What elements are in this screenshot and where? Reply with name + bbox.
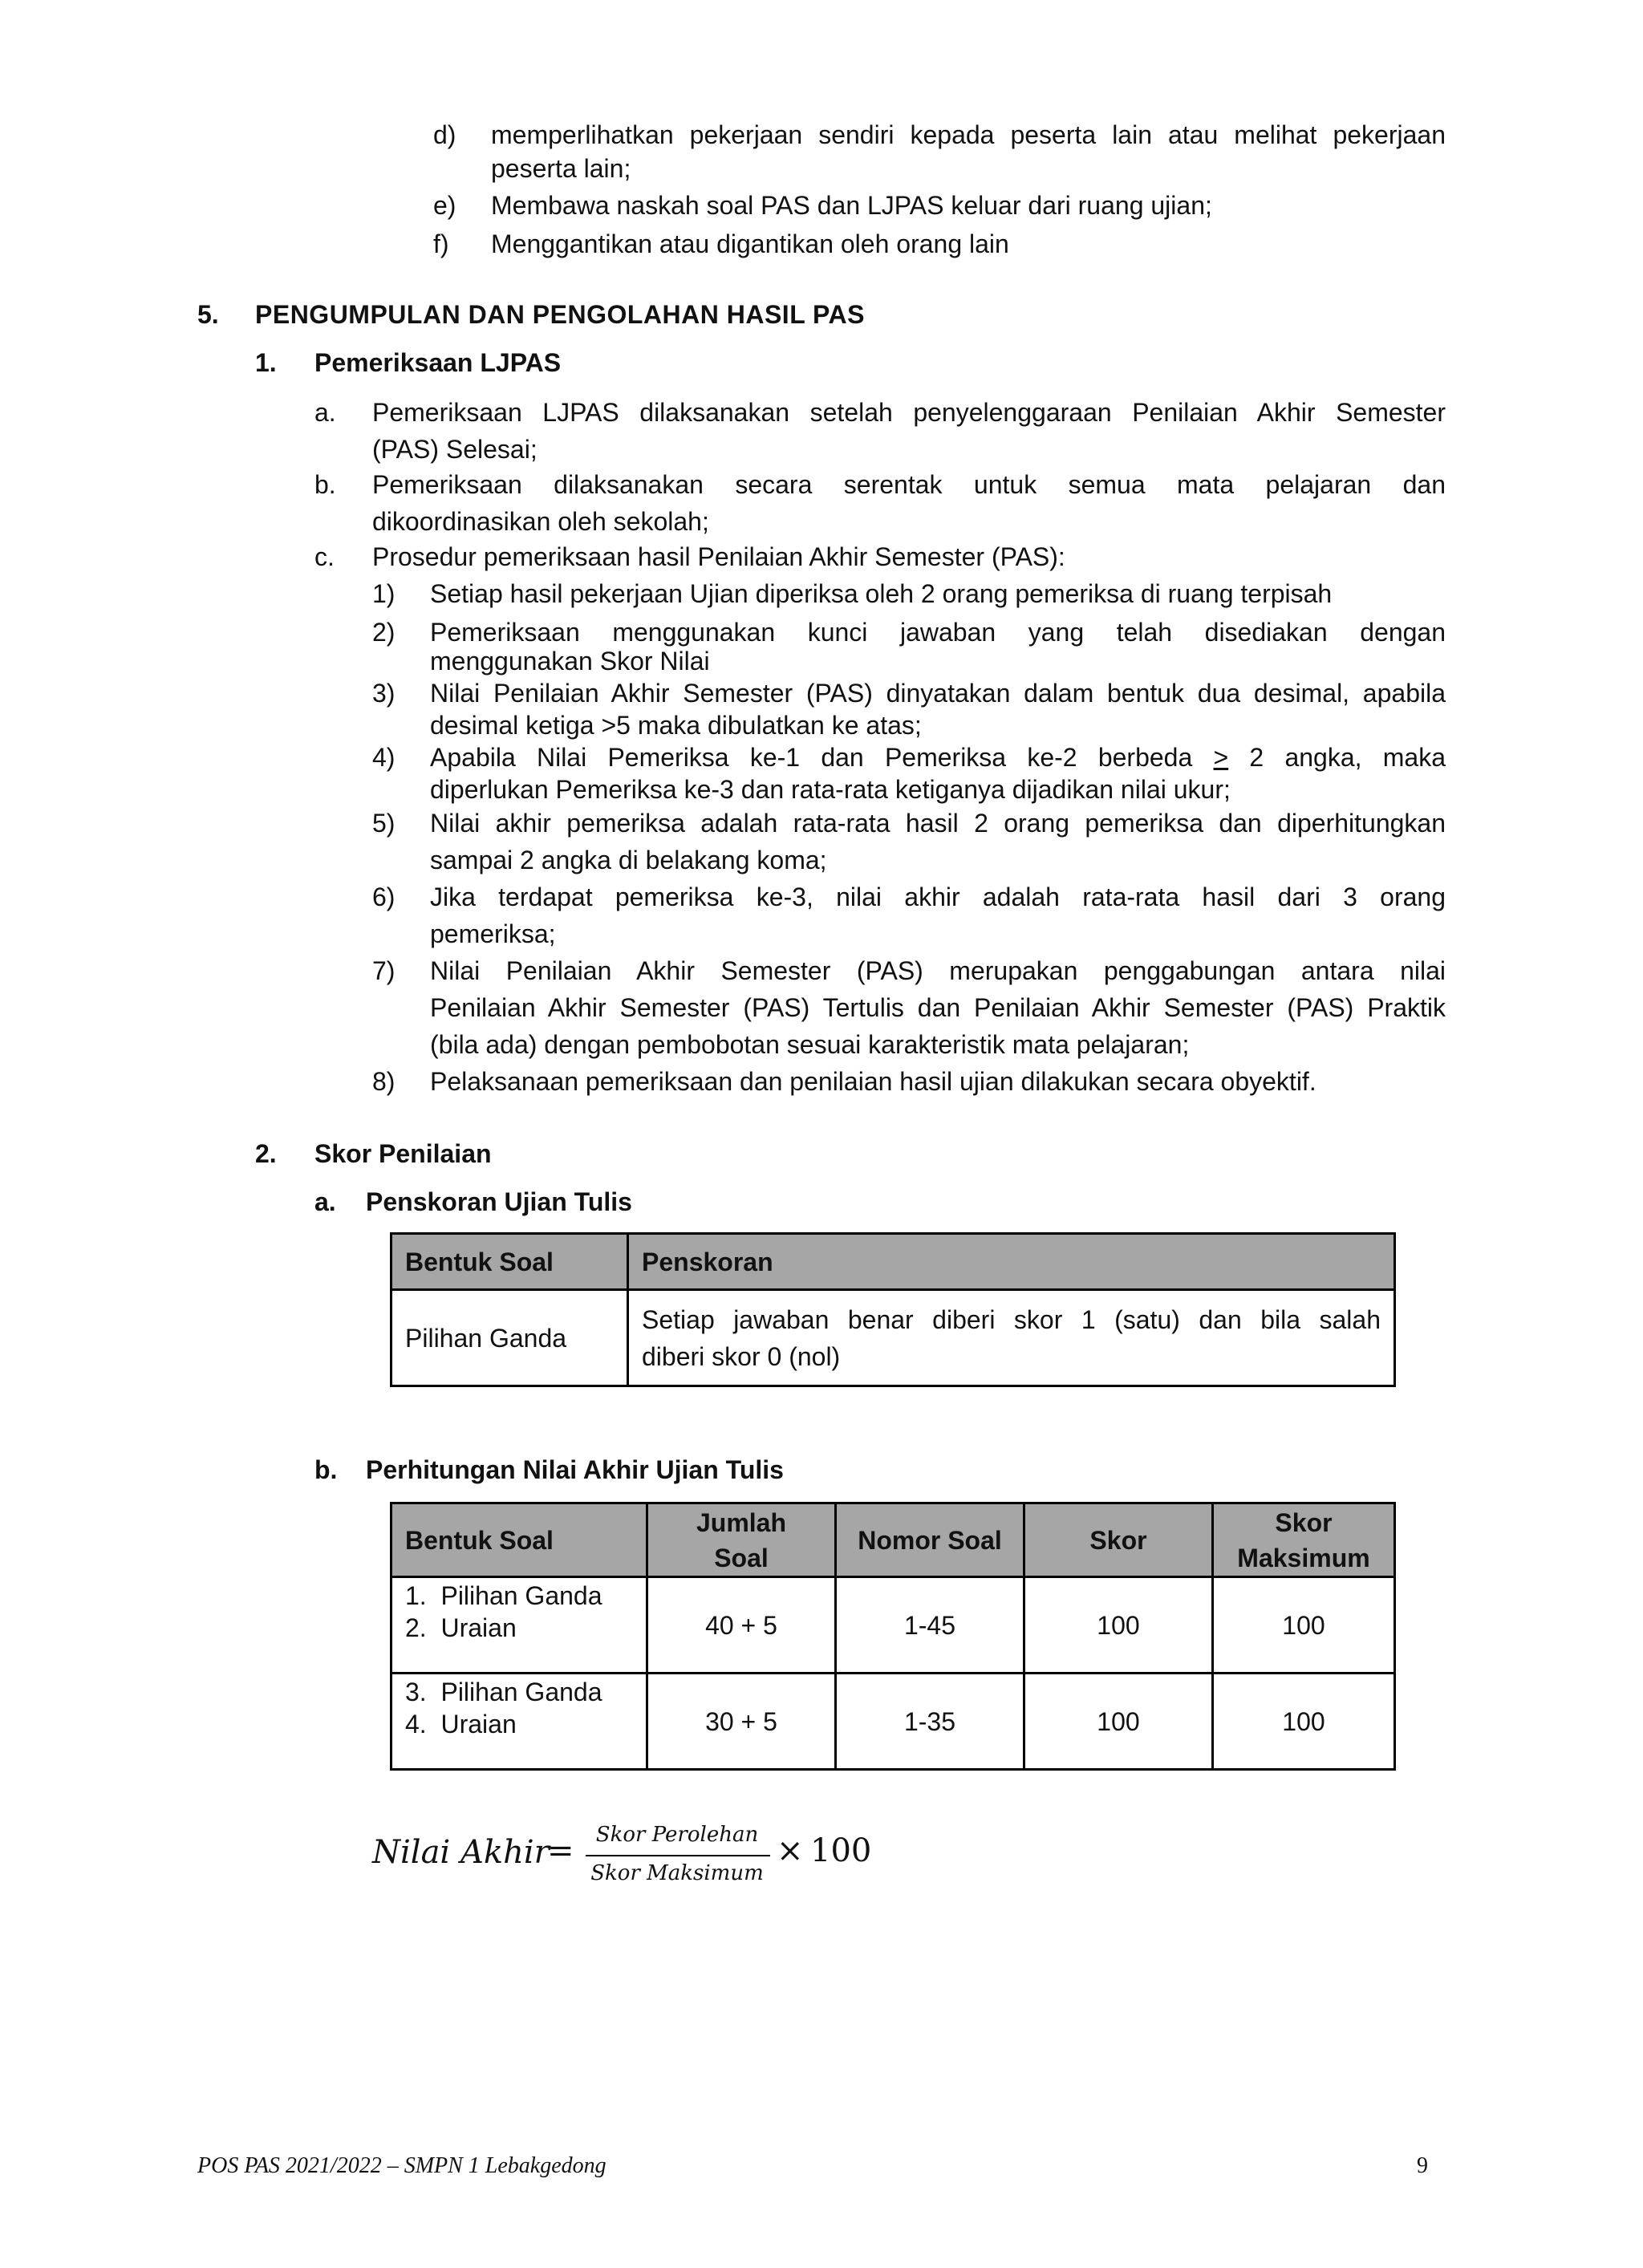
sub-item-title: Perhitungan Nilai Akhir Ujian Tulis — [366, 1455, 784, 1484]
formula-numerator: Skor Perolehan — [595, 1823, 759, 1847]
formula-equals: = — [547, 1832, 574, 1869]
procedure-number: 6) — [372, 882, 396, 911]
table-cell: 30 + 5 — [647, 1674, 836, 1770]
procedure-number: 7) — [372, 956, 396, 985]
table-header: Penskoran — [628, 1234, 1395, 1290]
procedure-text: Nilai Penilaian Akhir Semester (PAS) dinyatakan dalam bentuk dua desimal, apabila — [430, 679, 1446, 708]
table-cell: 100 — [1024, 1674, 1213, 1770]
item-a-line1: Pemeriksaan LJPAS dilaksanakan setelah penyelenggaraan Penilaian Akhir Semester — [372, 398, 1446, 427]
formula-times: × — [777, 1832, 804, 1869]
procedure-number: 8) — [372, 1067, 396, 1096]
item-marker-c: c. — [314, 542, 335, 571]
procedure-number: 1) — [372, 579, 396, 608]
table-header: Skor Maksimum — [1213, 1503, 1395, 1577]
procedure-number: 3) — [372, 679, 396, 708]
procedure-number: 4) — [372, 743, 396, 772]
procedure-text: Setiap hasil pekerjaan Ujian diperiksa oleh 2 orang pemeriksa di ruang terpisah — [430, 579, 1333, 608]
table-cell: 3. Pilihan Ganda 4. Uraian — [391, 1674, 647, 1770]
item-b-line1: Pemeriksaan dilaksanakan secara serentak untuk semua mata pelajaran dan — [372, 470, 1446, 499]
greater-equal-symbol: > — [1213, 743, 1229, 772]
procedure-text-cont: menggunakan Skor Nilai — [430, 647, 710, 676]
procedure-text-cont: Penilaian Akhir Semester (PAS) Tertulis dan Penilaian Akhir Semester (PAS) Praktik — [430, 993, 1446, 1022]
footer-text: POS PAS 2021/2022 – SMPN 1 Lebakgedong — [197, 2153, 606, 2178]
list-text-e: Membawa naskah soal PAS dan LJPAS keluar dari ruang ujian; — [491, 191, 1212, 220]
procedure-text: Nilai akhir pemeriksa adalah rata-rata hasil 2 orang pemeriksa dan diperhitungkan — [430, 809, 1446, 838]
fraction-bar — [586, 1855, 770, 1856]
procedure-text: Apabila Nilai Pemeriksa ke-1 dan Pemeriksa ke-2 berbeda > 2 angka, maka — [430, 743, 1446, 772]
table-header: Skor — [1024, 1503, 1213, 1577]
procedure-text: Nilai Penilaian Akhir Semester (PAS) merupakan penggabungan antara nilai — [430, 956, 1446, 985]
list-text-f: Menggantikan atau digantikan oleh orang lain — [491, 229, 1009, 258]
procedure-text-cont: desimal ketiga >5 maka dibulatkan ke atas; — [430, 711, 922, 740]
formula-lhs: Nilai Akhir — [372, 1834, 550, 1871]
section-title: PENGUMPULAN DAN PENGOLAHAN HASIL PAS — [255, 300, 865, 329]
item-a-line2: (PAS) Selesai; — [372, 435, 538, 464]
table-cell: Setiap jawaban benar diberi skor 1 (satu) dan bila salah diberi skor 0 (nol) — [628, 1290, 1395, 1386]
list-text-d-cont: peserta lain; — [491, 154, 631, 183]
subsection-title: Skor Penilaian — [314, 1139, 492, 1168]
procedure-text-cont: pemeriksa; — [430, 919, 556, 948]
table-row — [391, 1674, 1395, 1770]
procedure-text-cont: diperlukan Pemeriksa ke-3 dan rata-rata ketiganya dijadikan nilai ukur; — [430, 775, 1231, 804]
table-row — [391, 1577, 1395, 1674]
procedure-text: Pelaksanaan pemeriksaan dan penilaian hasil ujian dilakukan secara obyektif. — [430, 1067, 1316, 1096]
scoring-table — [390, 1232, 1396, 1387]
formula-factor: 100 — [810, 1832, 872, 1869]
subsection-number: 2. — [255, 1139, 277, 1168]
table-cell: 100 — [1213, 1577, 1395, 1674]
list-marker-e: e) — [433, 191, 456, 220]
table-header: Jumlah Soal — [647, 1503, 836, 1577]
procedure-number: 2) — [372, 618, 396, 647]
item-marker-a: a. — [314, 398, 336, 427]
list-marker-d: d) — [433, 120, 456, 149]
sub-item-marker: b. — [314, 1455, 338, 1484]
list-text-d: memperlihatkan pekerjaan sendiri kepada peserta lain atau melihat pekerjaan — [491, 120, 1446, 149]
table-cell: 1. Pilihan Ganda 2. Uraian — [391, 1577, 647, 1674]
table-cell: 1-35 — [836, 1674, 1024, 1770]
formula-denominator: Skor Maksimum — [590, 1861, 764, 1885]
subsection-title: Pemeriksaan LJPAS — [314, 348, 562, 377]
sub-item-title: Penskoran Ujian Tulis — [366, 1187, 632, 1216]
procedure-text: Jika terdapat pemeriksa ke-3, nilai akhir adalah rata-rata hasil dari 3 orang — [430, 882, 1446, 911]
item-b-line2: dikoordinasikan oleh sekolah; — [372, 507, 709, 536]
calculation-table — [390, 1502, 1396, 1771]
subsection-number: 1. — [255, 348, 277, 377]
list-marker-f: f) — [433, 229, 449, 258]
table-cell: 100 — [1213, 1674, 1395, 1770]
table-header: Bentuk Soal — [391, 1503, 647, 1577]
procedure-number: 5) — [372, 809, 396, 838]
procedure-text-cont: sampai 2 angka di belakang koma; — [430, 846, 827, 874]
table-header: Bentuk Soal — [391, 1234, 628, 1290]
procedure-text-cont: (bila ada) dengan pembobotan sesuai karakteristik mata pelajaran; — [430, 1030, 1190, 1059]
table-cell: 100 — [1024, 1577, 1213, 1674]
page-number: 9 — [1417, 2153, 1428, 2178]
table-cell: 40 + 5 — [647, 1577, 836, 1674]
item-marker-b: b. — [314, 470, 336, 499]
section-number: 5. — [197, 300, 219, 329]
table-cell: Pilihan Ganda — [391, 1290, 628, 1386]
item-c-line1: Prosedur pemeriksaan hasil Penilaian Akhir Semester (PAS): — [372, 542, 1065, 571]
table-cell: 1-45 — [836, 1577, 1024, 1674]
table-header: Nomor Soal — [836, 1503, 1024, 1577]
sub-item-marker: a. — [314, 1187, 336, 1216]
procedure-text: Pemeriksaan menggunakan kunci jawaban yang telah disediakan dengan — [430, 618, 1446, 647]
